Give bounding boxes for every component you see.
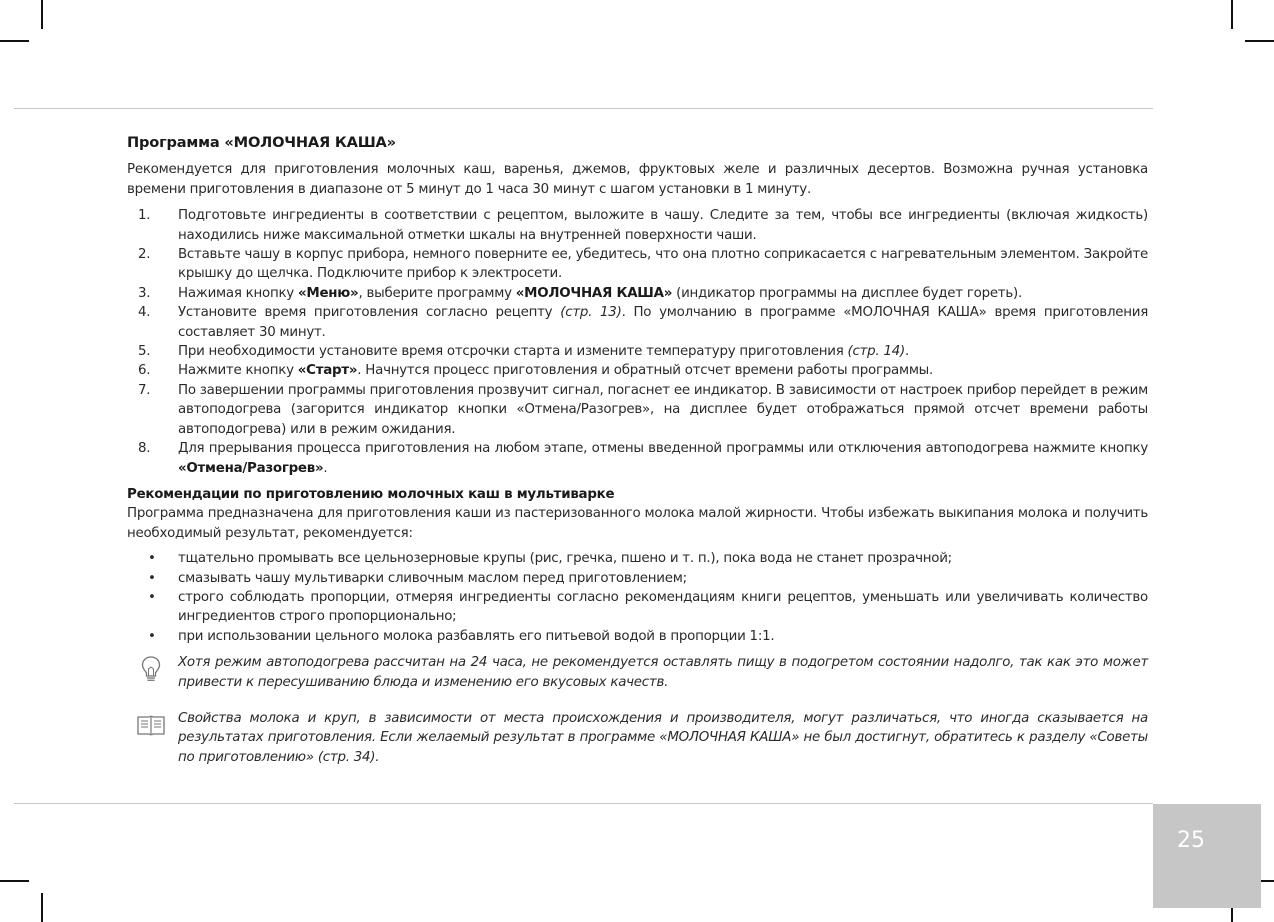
step-text: Нажмите кнопку bbox=[178, 363, 298, 379]
page-number: 25 bbox=[1177, 828, 1205, 853]
step-item bbox=[127, 381, 1148, 439]
lightbulb-icon bbox=[136, 654, 166, 684]
bottom-rule bbox=[14, 803, 1153, 804]
tip-text: строго соблюдать пропорции, отмеряя ингредиенты согласно рекомендациям книги рецептов, уменьшать или увеличивать количество ингредиентов строго пропорционально; bbox=[178, 589, 1148, 625]
steps-list bbox=[127, 206, 1148, 478]
step-text: Вставьте чашу в корпус прибора, немного поверните ее, убедитесь, что она плотно соприкасается с нагревательным элементом. Закройте крышку до щелчка. Подключите прибор к электросети. bbox=[178, 247, 1148, 282]
step-text: Для прерывания процесса приготовления на любом этапе, отмены введенной программы или отключения автоподогрева нажмите кнопку bbox=[178, 441, 1148, 457]
page-content bbox=[127, 133, 1148, 767]
crop-mark-tr-v bbox=[1231, 0, 1233, 29]
step-item bbox=[127, 206, 1148, 245]
recommendations-heading: Рекомендации по приготовлению молочных каш в мультиварке bbox=[127, 486, 615, 502]
page-title: Программа «МОЛОЧНАЯ КАША» bbox=[127, 134, 396, 151]
step-number: 6. bbox=[138, 363, 151, 379]
note-autoheat bbox=[127, 653, 1148, 692]
step-text: . Начнутся процесс приготовления и обратный отсчет времени работы программы. bbox=[357, 363, 934, 379]
note-autoheat-text: Хотя режим автоподогрева рассчитан на 24 часа, не рекомендуется оставлять пищу в подогретом состоянии надолго, так как это может привести к пересушиванию блюда и изменению его вкусовых качеств. bbox=[178, 655, 1148, 690]
note-reference bbox=[127, 709, 1148, 767]
step-text: (стр. 13) bbox=[560, 305, 622, 321]
step-item bbox=[127, 245, 1148, 284]
step-text: «Старт» bbox=[297, 363, 358, 379]
step-text: «Меню» bbox=[297, 285, 359, 301]
tip-text: тщательно промывать все цельнозерновые крупы (рис, гречка, пшено и т. п.), пока вода не станет прозрачной; bbox=[178, 551, 952, 567]
step-item bbox=[127, 361, 1148, 380]
tip-item bbox=[127, 549, 1148, 568]
crop-mark-tl-v bbox=[41, 0, 43, 29]
step-text: , выберите программу bbox=[358, 285, 516, 301]
tip-text: при использовании цельного молока разбавлять его питьевой водой в пропорции 1:1. bbox=[178, 628, 775, 644]
bullet-icon: • bbox=[148, 628, 156, 644]
step-text: «Отмена/Разогрев» bbox=[178, 460, 324, 476]
recommendations-text: Программа предназначена для приготовления каши из пастеризованного молока малой жирности. Чтобы избежать выкипания молока и получить необходимый результат, рекомендуется: bbox=[127, 506, 1148, 541]
step-item bbox=[127, 342, 1148, 361]
tip-item bbox=[127, 627, 1148, 646]
step-item bbox=[127, 439, 1148, 478]
page-number-box bbox=[1153, 804, 1261, 908]
step-number: 1. bbox=[138, 208, 151, 224]
tip-item bbox=[127, 588, 1148, 627]
note-reference-text: Свойства молока и круп, в зависимости от места происхождения и производителя, могут различаться, что иногда сказывается на результатах приготовления. Если желаемый результат в программе «МОЛОЧНАЯ КАША» не был достигнут, обратитесь к разделу «Советы по приготовлению» (стр. 34). bbox=[178, 710, 1148, 765]
step-text: Установите время приготовления согласно рецепту bbox=[178, 305, 561, 321]
step-text: Нажимая кнопку bbox=[178, 285, 298, 301]
step-text: По завершении программы приготовления прозвучит сигнал, погаснет ее индикатор. В зависимости от настроек прибор перейдет в режим автоподогрева (загорится индикатор кнопки «Отмена/Разогрев», на дисплее будет отображаться прямой отсчет времени работы автоподогрева) или в режим ожидания. bbox=[178, 382, 1148, 437]
top-rule bbox=[14, 108, 1153, 109]
step-text: . bbox=[323, 460, 328, 476]
crop-mark-bl-v bbox=[41, 893, 43, 922]
step-number: 5. bbox=[138, 344, 151, 360]
crop-mark-tr-h bbox=[1245, 40, 1274, 42]
step-text: (индикатор программы на дисплее будет гореть). bbox=[672, 285, 1022, 301]
step-item bbox=[127, 284, 1148, 303]
step-number: 4. bbox=[138, 305, 151, 321]
step-number: 8. bbox=[138, 441, 151, 457]
step-number: 3. bbox=[138, 285, 151, 301]
step-item bbox=[127, 303, 1148, 342]
step-text: . По умолчанию в программе «МОЛОЧНАЯ КАША» время приготовления составляет 30 минут. bbox=[178, 305, 1149, 340]
step-text: При необходимости установите время отсрочки старта и измените температуру приготовления bbox=[178, 344, 848, 360]
intro-paragraph: Рекомендуется для приготовления молочных каш, варенья, джемов, фруктовых желе и различных десертов. Возможна ручная установка времени приготовления в диапазоне от 5 минут до 1 часа 30 минут с шагом установки в 1 минуту. bbox=[127, 162, 1148, 197]
tips-list bbox=[127, 549, 1148, 646]
crop-mark-tl-h bbox=[0, 40, 29, 42]
step-number: 2. bbox=[138, 247, 151, 263]
tip-text: смазывать чашу мультиварки сливочным маслом перед приготовлением; bbox=[178, 570, 687, 586]
crop-mark-bl-h bbox=[0, 880, 29, 882]
bullet-icon: • bbox=[148, 589, 156, 605]
book-icon bbox=[136, 710, 166, 740]
bullet-icon: • bbox=[148, 570, 156, 586]
step-text: Подготовьте ингредиенты в соответствии с рецептом, выложите в чашу. Следите за тем, чтобы все ингредиенты (включая жидкость) находились ниже максимальной отметки шкалы на внутренней поверхности чаши. bbox=[178, 208, 1148, 243]
tip-item bbox=[127, 569, 1148, 588]
bullet-icon: • bbox=[148, 551, 156, 567]
step-text: «МОЛОЧНАЯ КАША» bbox=[515, 285, 673, 301]
step-text: (стр. 14) bbox=[847, 344, 905, 360]
step-text: . bbox=[904, 344, 909, 360]
step-number: 7. bbox=[138, 382, 151, 398]
